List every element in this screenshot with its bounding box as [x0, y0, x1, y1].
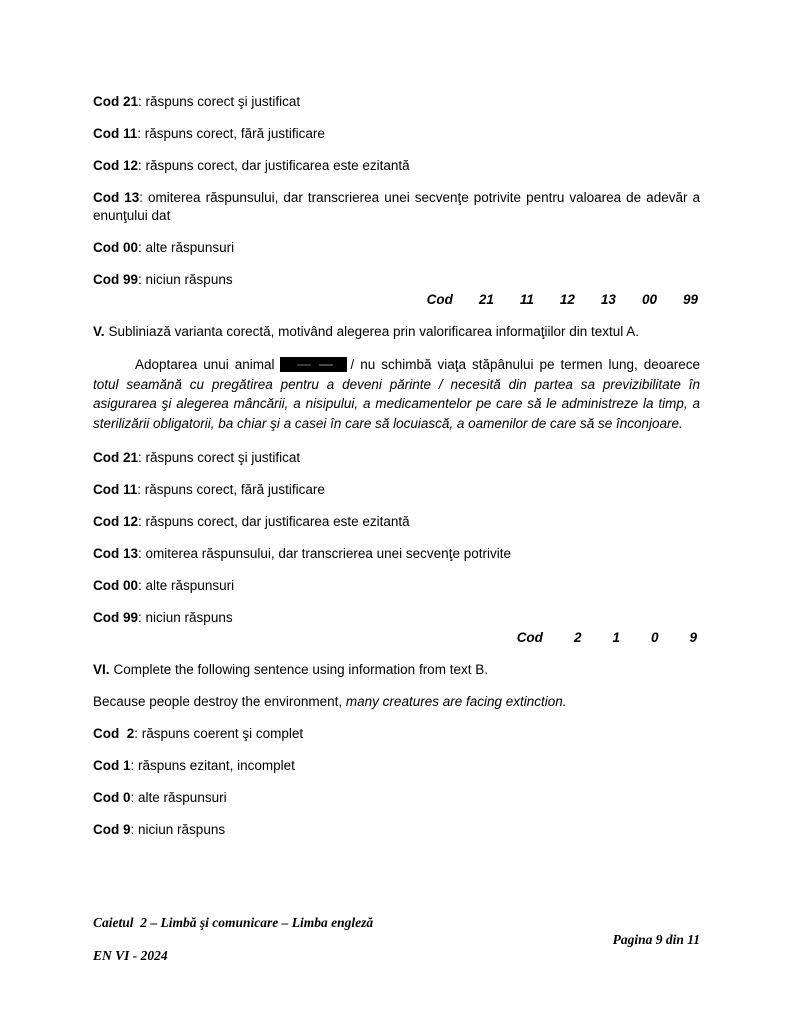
- code-label: Cod 00: [93, 240, 139, 255]
- code-label: Cod 13: [93, 546, 139, 561]
- code-row-value: 2: [573, 630, 582, 645]
- code-summary-row-2: [93, 629, 700, 647]
- code-label: Cod 99: [93, 272, 139, 287]
- section-v-heading: [93, 323, 700, 341]
- code-label: Cod 12: [93, 158, 139, 173]
- code-separator: :: [138, 240, 146, 255]
- code-separator: :: [138, 578, 146, 593]
- code-label: Cod 00: [93, 578, 139, 593]
- code-separator: :: [130, 822, 139, 837]
- code-separator: :: [130, 790, 139, 805]
- code-item: [93, 157, 700, 175]
- code-label: Cod 9: [93, 822, 131, 837]
- code-description: răspuns corect, dar justificarea este ezitantă: [145, 514, 410, 529]
- code-label: Cod 11: [93, 126, 138, 141]
- code-label: Cod 99: [93, 610, 139, 625]
- code-description: alte răspunsuri: [138, 790, 227, 805]
- section-v-answer-paragraph: [93, 355, 700, 433]
- code-item: [93, 725, 700, 743]
- code-separator: :: [139, 190, 149, 205]
- code-item: [93, 93, 700, 111]
- code-separator: :: [137, 126, 145, 141]
- code-item: [93, 239, 700, 257]
- code-description: răspuns coerent şi complet: [141, 726, 304, 741]
- code-item: [93, 481, 700, 499]
- code-item: [93, 577, 700, 595]
- sentence-regular-part: Because people destroy the environment,: [93, 694, 346, 709]
- codes-block-3: [93, 725, 700, 839]
- code-item: [93, 609, 700, 627]
- section-vi-heading: [93, 661, 700, 679]
- code-description: alte răspunsuri: [145, 578, 235, 593]
- code-description: alte răspunsuri: [145, 240, 235, 255]
- code-row-value: 21: [478, 292, 494, 307]
- code-label: Cod 21: [93, 94, 139, 109]
- code-label: Cod 2: [93, 726, 135, 741]
- code-description: răspuns corect, dar justificarea este ezitantă: [145, 158, 410, 173]
- section-v-title: Subliniază varianta corectă, motivând alegerea prin valorificarea informaţiilor din textul A.: [108, 324, 640, 339]
- code-item: [93, 513, 700, 531]
- code-separator: :: [138, 610, 146, 625]
- section-vi-number: VI.: [93, 662, 110, 677]
- page-content: [93, 93, 700, 853]
- code-item: [93, 545, 700, 563]
- redaction-box: [280, 357, 347, 372]
- answer-lead-text: Adoptarea unui animal: [135, 357, 275, 372]
- code-separator: :: [138, 158, 146, 173]
- page-footer: [93, 915, 700, 965]
- answer-italic-continuation: totul seamănă cu pregătirea pentru a deveni părinte / necesită din partea sa previzibilitate în asigurarea şi alegerea mâncării, a nisipului, a medicamentelor pe care să le administreze la timp, a sterilizării obligatorii, ba chiar şi a casei în care să locuiască, a oamenilor de care să se înconjoare.: [93, 376, 700, 431]
- footer-booklet-title: Caietul 2 – Limbă şi comunicare – Limba engleză: [93, 915, 374, 930]
- code-row-value: 11: [519, 292, 534, 307]
- code-label: Cod 1: [93, 758, 131, 773]
- answer-after-redaction: / nu schimbă viaţa stăpânului pe termen lung, deoarece: [350, 357, 700, 372]
- code-description: răspuns ezitant, incomplet: [138, 758, 295, 773]
- codes-block-1: [93, 93, 700, 289]
- section-vi-sentence: [93, 693, 700, 711]
- code-separator: :: [138, 514, 146, 529]
- footer-exam-code: EN VI - 2024: [93, 948, 168, 963]
- code-description: răspuns corect şi justificat: [145, 450, 301, 465]
- sentence-italic-part: many creatures are facing extinction.: [345, 694, 567, 709]
- code-row-value: 13: [600, 292, 616, 307]
- code-label: Cod 11: [93, 482, 138, 497]
- code-separator: :: [138, 546, 146, 561]
- code-row-value: 9: [689, 630, 697, 645]
- code-item: [93, 125, 700, 143]
- code-separator: :: [130, 758, 139, 773]
- code-separator: :: [138, 450, 146, 465]
- code-item: [93, 189, 700, 225]
- code-description: omiterea răspunsului, dar transcrierea unei secvenţe potrivite pentru valoarea de adevăr a enunţului dat: [93, 190, 700, 223]
- code-item: [93, 271, 700, 289]
- code-description: răspuns corect şi justificat: [145, 94, 301, 109]
- code-description: niciun răspuns: [145, 610, 233, 625]
- codes-block-2: [93, 449, 700, 627]
- section-vi-title: Complete the following sentence using information from text B.: [113, 662, 488, 677]
- code-description: niciun răspuns: [145, 272, 233, 287]
- footer-page-number: Pagina 9 din 11: [612, 931, 700, 947]
- code-item: [93, 757, 700, 775]
- code-label: Cod 13: [93, 190, 140, 205]
- code-item: [93, 449, 700, 467]
- code-row-label: Cod: [426, 292, 453, 307]
- code-separator: :: [137, 482, 145, 497]
- code-description: niciun răspuns: [138, 822, 226, 837]
- code-separator: :: [138, 94, 146, 109]
- code-row-value: 0: [650, 630, 659, 645]
- code-summary-row-1: [93, 291, 700, 309]
- code-row-value: 00: [641, 292, 657, 307]
- code-description: răspuns corect, fără justificare: [144, 482, 325, 497]
- code-description: omiterea răspunsului, dar transcrierea unei secvenţe potrivite: [145, 546, 511, 561]
- code-item: [93, 821, 700, 839]
- code-label: Cod 21: [93, 450, 139, 465]
- code-row-value: 1: [612, 630, 620, 645]
- code-item: [93, 789, 700, 807]
- code-row-value: 12: [559, 292, 575, 307]
- code-label: Cod 0: [93, 790, 131, 805]
- section-v-number: V.: [93, 324, 105, 339]
- code-separator: :: [138, 272, 146, 287]
- code-separator: :: [134, 726, 142, 741]
- code-label: Cod 12: [93, 514, 139, 529]
- code-row-label: Cod: [516, 630, 543, 645]
- code-description: răspuns corect, fără justificare: [144, 126, 325, 141]
- code-row-value: 99: [682, 292, 698, 307]
